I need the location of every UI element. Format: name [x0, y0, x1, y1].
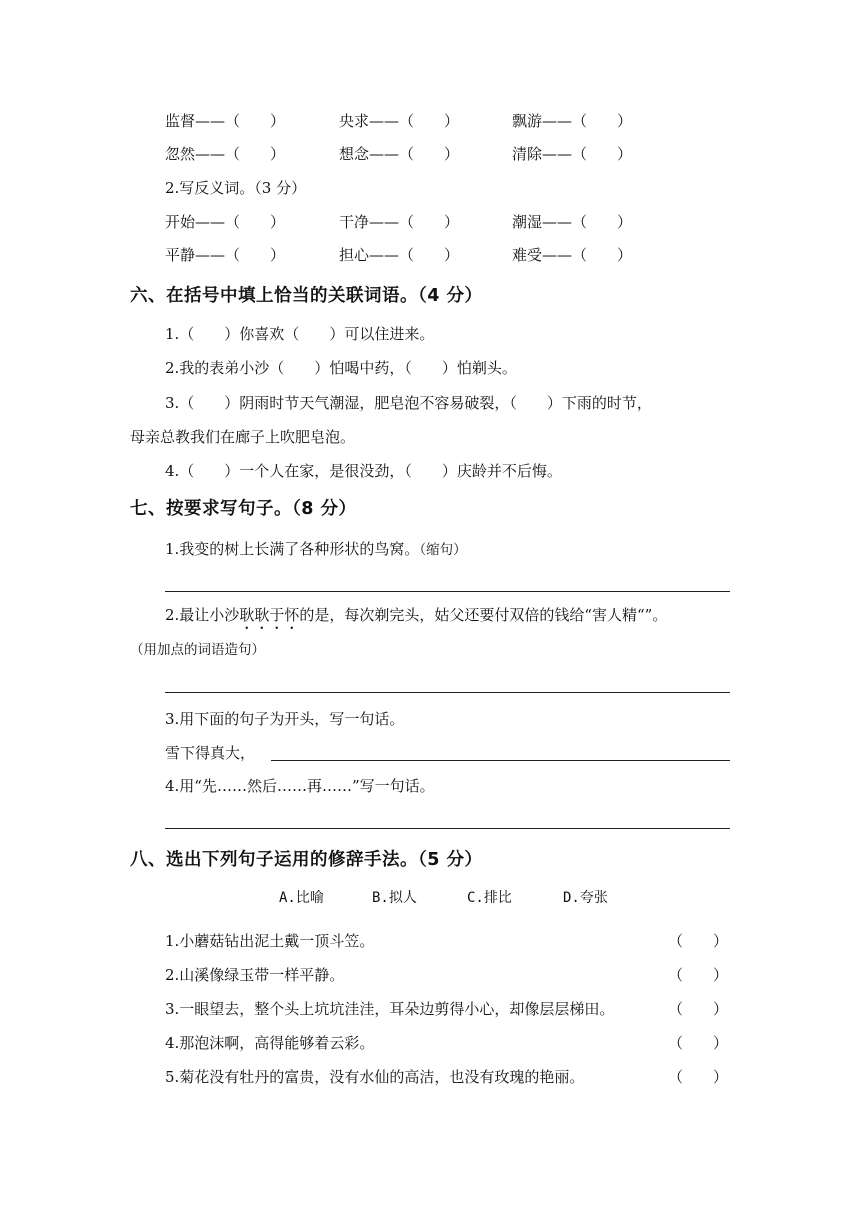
dotted-phrase: 耿耿于怀 — [239, 606, 300, 624]
question-text: 1.我变的树上长满了各种形状的鸟窝。 — [165, 540, 420, 558]
question-7-1 — [165, 539, 467, 560]
question-note: （用加点的词语造句） — [130, 642, 265, 658]
word-item: 难受——（ ） — [512, 246, 633, 264]
rhetoric-item-2: 2.山溪像绿玉带一样平静。 — [165, 966, 345, 984]
question-note: （缩句） — [419, 542, 467, 558]
word-item: 飘游——（ ） — [512, 112, 633, 130]
question-antonym: 2.写反义词。（3 分） — [165, 179, 307, 197]
question-7-2 — [165, 605, 667, 633]
option-d: D.夸张 — [563, 890, 608, 906]
answer-blank: （ ） — [668, 932, 729, 950]
option-c: C.排比 — [467, 890, 512, 906]
word-item: 想念——（ ） — [339, 145, 460, 163]
word-item: 央求——（ ） — [339, 112, 460, 130]
option-b: B.拟人 — [372, 890, 417, 906]
option-a: A.比喻 — [279, 890, 324, 906]
rhetoric-item-3: 3.一眼望去，整个头上坑坑洼洼，耳朵边剪得小心，却像层层梯田。 — [165, 1000, 615, 1018]
question-6-4: 4.（ ）一个人在家，是很没劲，（ ）庆龄并不后悔。 — [165, 462, 562, 480]
word-item: 潮湿——（ ） — [512, 213, 633, 231]
answer-blank: （ ） — [668, 1000, 729, 1018]
rhetoric-item-4: 4.那泡沫啊，高得能够着云彩。 — [165, 1034, 375, 1052]
word-item: 干净——（ ） — [339, 213, 460, 231]
word-item: 担心——（ ） — [339, 246, 460, 264]
section-title-7: 七、按要求写句子。（8 分） — [130, 499, 357, 519]
answer-blank: （ ） — [668, 966, 729, 984]
question-6-1: 1.（ ）你喜欢（ ）可以住进来。 — [165, 325, 435, 343]
word-item: 清除——（ ） — [512, 145, 633, 163]
word-item: 监督——（ ） — [165, 112, 286, 130]
question-text: 的是，每次剃完头，姑父还要付双倍的钱给“害人精“”。 — [299, 606, 668, 624]
word-item: 平静——（ ） — [165, 246, 286, 264]
section-title-8: 八、选出下列句子运用的修辞手法。（5 分） — [130, 850, 483, 870]
sentence-start: 雪下得真大， — [165, 744, 256, 762]
answer-line — [271, 760, 730, 761]
answer-line — [165, 828, 730, 829]
answer-blank: （ ） — [668, 1034, 729, 1052]
question-6-2: 2.我的表弟小沙（ ）怕喝中药，（ ）怕剃头。 — [165, 359, 517, 377]
answer-line — [165, 591, 730, 592]
rhetoric-item-1: 1.小蘑菇钻出泥土戴一顶斗笠。 — [165, 932, 375, 950]
question-6-3: 3.（ ）阴雨时节天气潮湿，肥皂泡不容易破裂，（ ）下雨的时节， — [165, 394, 652, 412]
word-item: 开始——（ ） — [165, 213, 286, 231]
answer-line — [165, 692, 730, 693]
answer-blank: （ ） — [668, 1068, 729, 1086]
question-7-4: 4.用“先……然后……再……”写一句话。 — [165, 777, 435, 795]
question-6-3-cont: 母亲总教我们在廊子上吹肥皂泡。 — [130, 428, 356, 446]
question-text: 2.最让小沙 — [165, 606, 240, 624]
rhetoric-item-5: 5.菊花没有牡丹的富贵，没有水仙的高洁，也没有玫瑰的艳丽。 — [165, 1068, 585, 1086]
word-item: 忽然——（ ） — [165, 145, 286, 163]
question-7-3: 3.用下面的句子为开头，写一句话。 — [165, 710, 405, 728]
section-title-6: 六、在括号中填上恰当的关联词语。（4 分） — [130, 286, 483, 306]
